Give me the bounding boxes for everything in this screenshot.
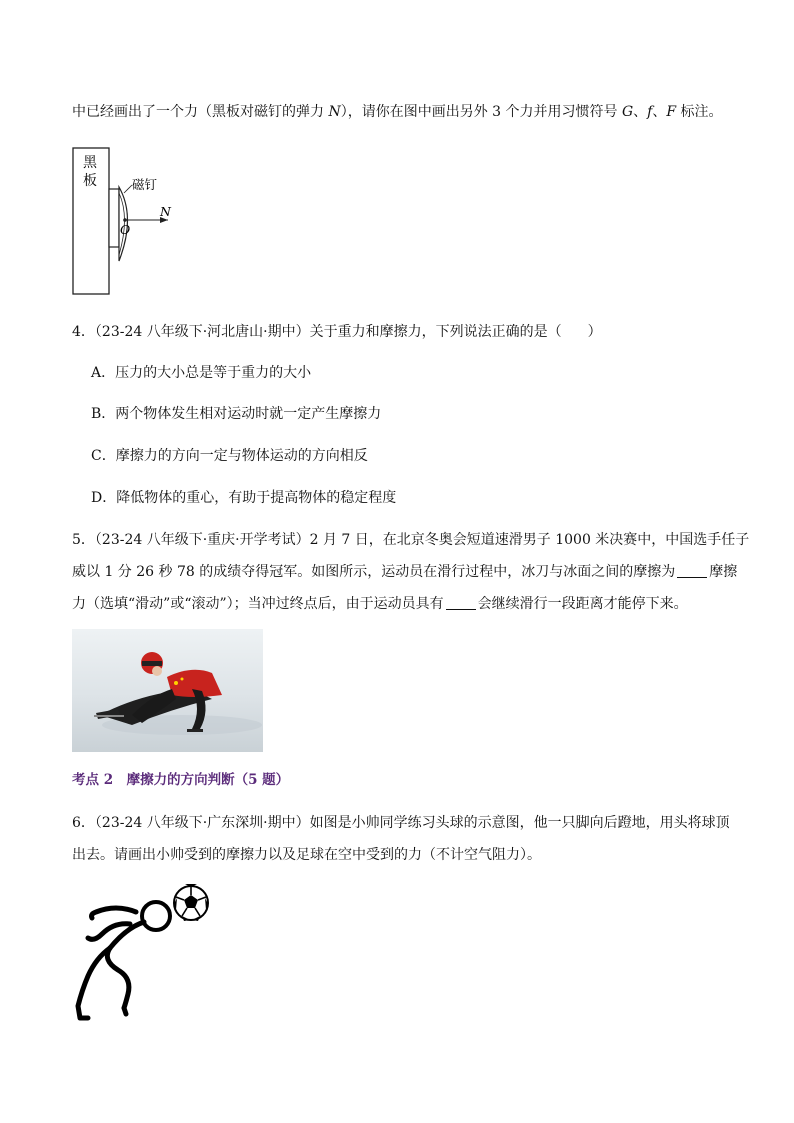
q5-line3-a: 力（选填“滑动”或“滚动”）；当冲过终点后，由于运动员具有 (72, 596, 444, 612)
intro-text-a: 中已经画出了一个力（黑板对磁钉的弹力 (72, 104, 329, 120)
q5-line1: 5．（23-24 八年级下·重庆·开学考试）2 月 7 日，在北京冬奥会短道速滑男子 1000 米决赛中，中国选手任子 (72, 532, 750, 548)
q4-option-c: C．摩擦力的方向一定与物体运动的方向相反 (91, 448, 368, 464)
sep2: 、 (652, 104, 667, 120)
q4-option-b: B．两个物体发生相对运动时就一定产生摩擦力 (91, 406, 382, 422)
magnet-pointer (124, 185, 132, 193)
skater-illustration (72, 629, 263, 752)
q6-line2: 出去。请画出小帅受到的摩擦力以及足球在空中受到的力（不计空气阻力）。 (72, 847, 541, 863)
q6-line1: 6．（23-24 八年级下·广东深圳·期中）如图是小帅同学练习头球的示意图，他一只脚向后蹬地，用头将球顶 (72, 815, 730, 831)
q5-line2 (72, 562, 737, 582)
q4-close-paren: ） (587, 324, 602, 340)
intro-text-b: ），请你在图中画出另外 3 个力并用习惯符号 (340, 104, 622, 120)
var-n: N (328, 104, 341, 120)
var-f: f (647, 104, 653, 120)
var-F: F (666, 104, 677, 120)
sep1: 、 (633, 104, 648, 120)
q5-line2-a: 威以 1 分 26 秒 78 的成绩夺得冠军。如图所示，运动员在滑行过程中，冰刀与冰面之间的摩擦为 (72, 564, 676, 580)
q5-line3-b: 会继续滑行一段距离才能停下来。 (477, 596, 688, 612)
magnet-label: 磁钉 (132, 177, 158, 192)
magnet-base (109, 189, 119, 247)
q4-option-d: D．降低物体的重心，有助于提高物体的稳定程度 (91, 490, 397, 506)
q4-option-a: A．压力的大小总是等于重力的大小 (91, 365, 312, 381)
force-n-label: N (160, 204, 171, 219)
intro-line (72, 102, 723, 122)
intro-text-c: 标注。 (676, 104, 723, 120)
answer-blank-2[interactable] (446, 595, 476, 610)
header-ball-figure (66, 878, 216, 1026)
board-char-2: 板 (83, 173, 97, 189)
var-g: G (621, 104, 634, 120)
player-figure (78, 902, 170, 1018)
soccer-ball-icon (174, 884, 208, 921)
board-char-1: 黑 (83, 155, 97, 171)
blackboard-figure (70, 145, 190, 297)
point-o-label: O (120, 222, 131, 237)
q4-stem-text: 4．（23-24 八年级下·河北唐山·期中）关于重力和摩擦力，下列说法正确的是（ (72, 324, 562, 340)
skater-photo (72, 629, 263, 752)
answer-blank-1[interactable] (677, 563, 707, 578)
section-2-title: 考点 2 摩擦力的方向判断（5 题） (72, 772, 290, 788)
q5-line2-b: 摩擦 (709, 564, 738, 580)
q5-line3 (72, 594, 688, 614)
q4-stem (72, 322, 602, 342)
